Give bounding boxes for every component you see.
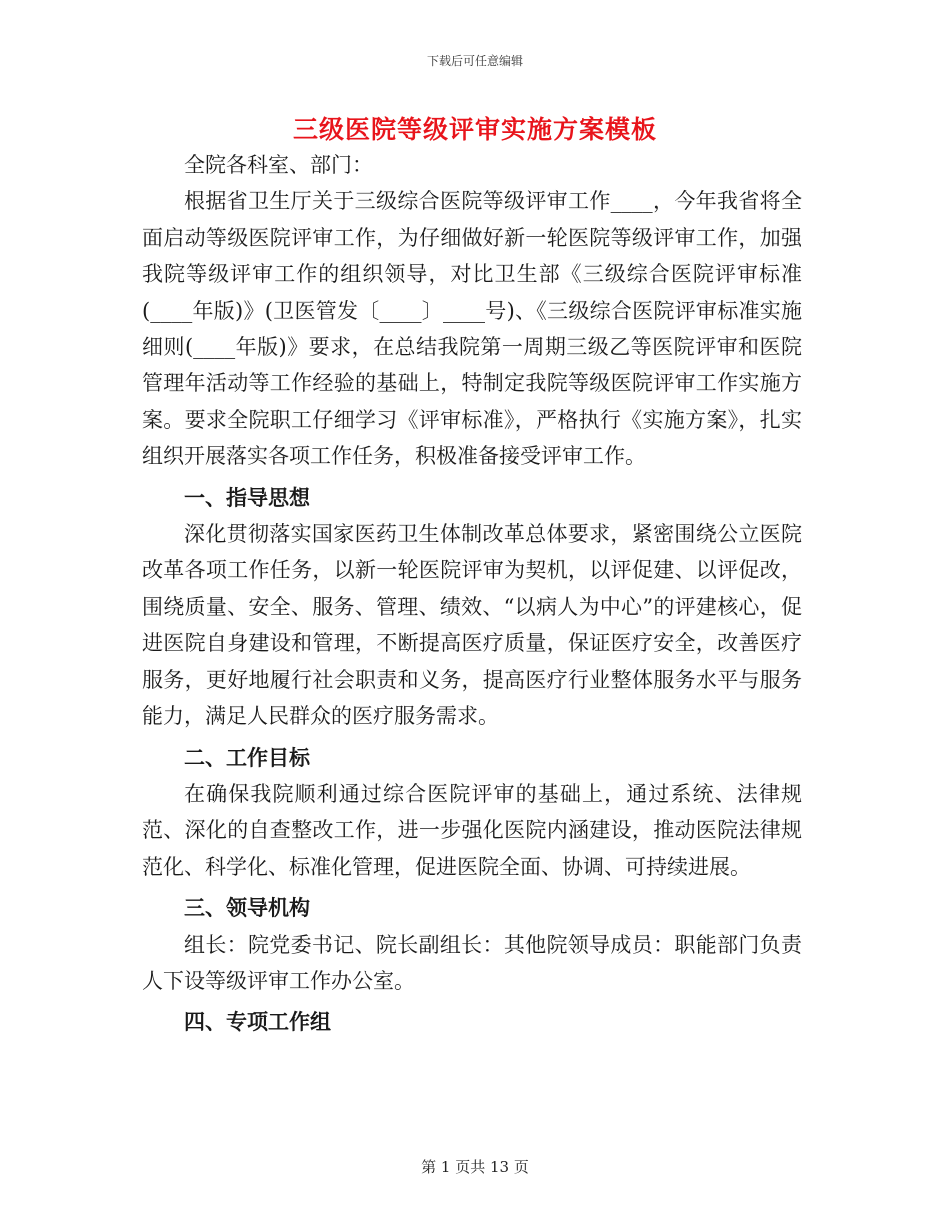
salutation: 全院各科室、部门： [184, 153, 373, 177]
section-text-guiding-ideology: 深化贯彻落实国家医药卫生体制改革总体要求，紧密围绕公立医院改革各项工作任务，以新一轮医院评审为契机，以评促建、以评促改，围绕质量、安全、服务、管理、绩效、“以病人为中心”的评建核心，促进医院自身建设和管理，不断提高医疗质量，保证医疗安全，改善医疗服务，更好地履行社会职责和义务，提高医疗行业整体服务水平与服务能力，满足人民群众的医疗服务需求。 [142, 522, 802, 729]
section-heading-work-goals: 二、工作目标 [184, 744, 310, 770]
document-body [142, 147, 802, 1041]
section-text-work-goals: 在确保我院顺利通过综合医院评审的基础上，通过系统、法律规范、深化的自查整改工作，进一步强化医院内涵建设，推动医院法律规范化、科学化、标准化管理，促进医院全面、协调、可持续进展。 [142, 781, 802, 879]
section-heading-special-groups: 四、专项工作组 [184, 1009, 331, 1035]
intro-paragraph: 根据省卫生厅关于三级综合医院等级评审工作____，今年我省将全面启动等级医院评审工作，为仔细做好新一轮医院等级评审工作，加强我院等级评审工作的组织领导，对比卫生部《三级综合医院评审标准(____年版)》(卫医管发〔____〕____号)、《三级综合医院评审标准实施细则(____年版)》要求，在总结我院第一周期三级乙等医院评审和医院管理年活动等工作经验的基础上，特制定我院等级医院评审工作实施方案。要求全院职工仔细学习《评审标准》，严格执行《实施方案》，扎实组织开展落实各项工作任务，积极准备接受评审工作。 [142, 189, 802, 469]
section-heading-leadership: 三、领导机构 [184, 895, 310, 921]
header-note: 下载后可任意编辑 [426, 54, 523, 68]
section-text-leadership: 组长：院党委书记、院长副组长：其他院领导成员：职能部门负责人下设等级评审工作办公室。 [142, 932, 802, 993]
page-footer: 第 1 页共 13 页 [421, 1158, 529, 1176]
document-title: 三级医院等级评审实施方案模板 [292, 115, 657, 144]
section-heading-guiding-ideology: 一、指导思想 [184, 484, 310, 510]
